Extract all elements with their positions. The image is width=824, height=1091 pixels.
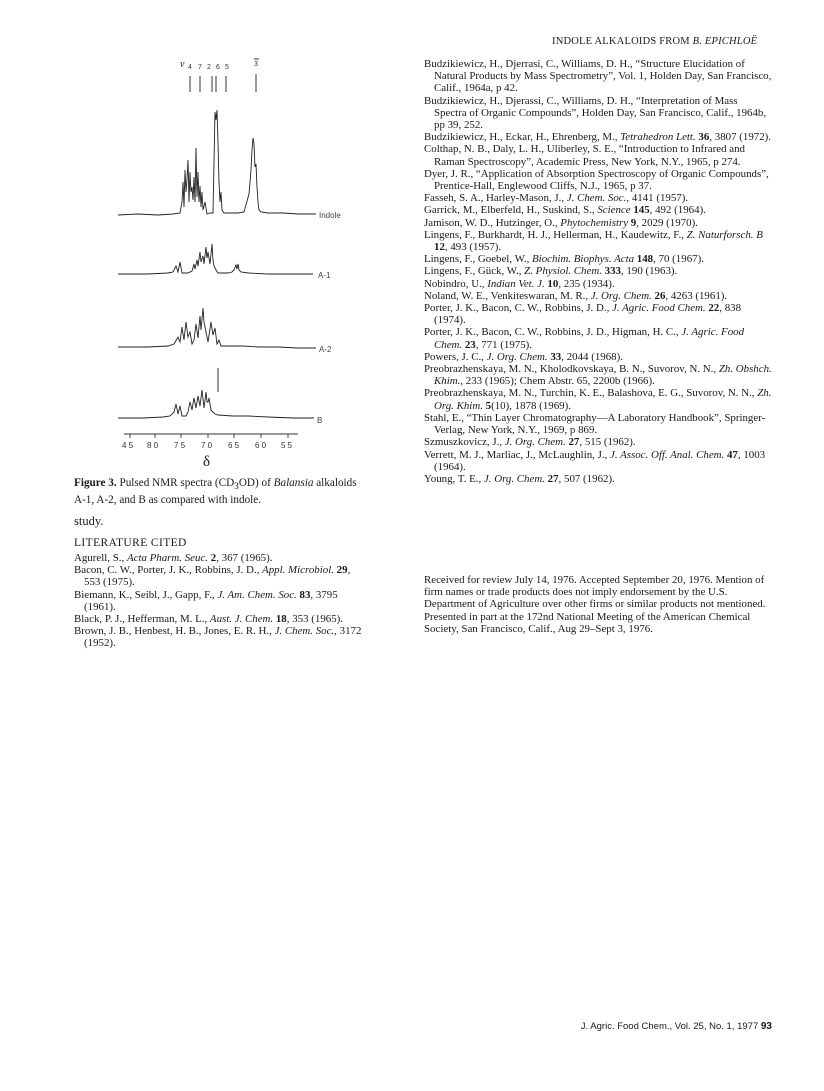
reference-part: , 2029 (1970). [636, 216, 698, 229]
reference-part: J. Agric. Food Chem. [612, 302, 706, 315]
reference-part: , 367 (1965). [216, 552, 273, 564]
reference-part: , 3807 (1972). [709, 131, 772, 144]
caption-italic: Balansia [273, 477, 314, 489]
reference-entry [424, 412, 772, 436]
nmr-spectra [118, 52, 354, 472]
reference-part: 12 [434, 241, 445, 254]
reference-part: 27 [565, 436, 580, 449]
reference-part: Garrick, M., Elberfeld, H., Suskind, S., [424, 204, 598, 217]
proton-label: 7 [198, 64, 202, 71]
reference-part: Preobrazhenskaya, M. N., Kholodkovskaya, B. N., Suvorov, N. N., [424, 363, 719, 376]
reference-entry [424, 387, 772, 411]
reference-part: Appl. Microbiol. [262, 564, 334, 577]
reference-part: , 507 (1962). [558, 472, 615, 485]
reference-part: Fasseh, S. A., Harley-Mason, J., [424, 192, 567, 205]
reference-part: Lingens, F., Burkhardt, H. J., Hellerman, H., Kaudewitz, F., [424, 228, 687, 241]
reference-part: Young, T. E., [424, 472, 484, 485]
reference-part: Porter, J. K., Bacon, C. W., Robbins, J. D., Higman, H. C., [424, 326, 682, 339]
reference-entry [74, 613, 366, 625]
delta-symbol: δ [203, 454, 211, 470]
axis-tick-label: 6 5 [228, 441, 240, 450]
reference-part: J. Org. Chem. [486, 350, 548, 363]
reference-entry [424, 253, 772, 265]
reference-entry [74, 552, 366, 564]
reference-entry [424, 436, 772, 448]
reference-part: Biochim. Biophys. Acta [532, 253, 635, 266]
reference-part: Black, P. J., Hefferman, M. L., [74, 613, 210, 626]
reference-part: , 4263 (1961). [665, 289, 728, 302]
delta-axis [124, 434, 298, 438]
reference-part: 36 [695, 131, 710, 144]
reference-part: Phytochemistry [560, 216, 629, 229]
a1-trace [118, 244, 313, 274]
reference-entry [424, 351, 772, 363]
reference-entry [424, 143, 772, 167]
left-column [74, 514, 366, 650]
reference-part: Z. Physiol. Chem. [524, 265, 602, 278]
reference-part: Z. Naturforsch. B [686, 228, 763, 241]
reference-part: 2 [208, 552, 217, 564]
reference-entry [424, 168, 772, 192]
reference-part: Jamison, W. D., Hutzinger, O., [424, 216, 561, 229]
indole-trace [118, 110, 316, 215]
reference-part: , 1003 (1964). [434, 448, 766, 473]
reference-part: 23 [462, 338, 476, 351]
reference-entry [424, 290, 772, 302]
reference-part: Nobindro, U., [424, 277, 488, 290]
reference-part: Acta Pharm. Seuc. [126, 552, 209, 564]
reference-part: 145 [630, 204, 650, 217]
proton-label: 4 [188, 64, 192, 71]
reference-entry [74, 589, 366, 613]
reference-part: , 838 (1974). [434, 302, 742, 327]
reference-part: Dyer, J. R., “Application of Absorption Spectroscopy of Organic Compounds”, Prentice-Hall, Englewood Cliffs, N.J., 1965, p 37. [424, 167, 769, 193]
footer-citation: J. Agric. Food Chem., Vol. 25, No. 1, 1977 [580, 1021, 761, 1032]
reference-part: Bacon, C. W., Porter, J. K., Robbins, J. D., [74, 564, 263, 577]
reference-part: , 2044 (1968). [561, 350, 623, 363]
axis-tick-label: 4 5 [122, 441, 134, 450]
reference-part: 33 [547, 350, 562, 363]
reference-part: J. Chem. Soc. [274, 625, 335, 638]
axis-tick-label: 7 5 [174, 441, 186, 450]
reference-part: , 233 (1965); Chem Abstr. 65, 2200b (1966). [460, 375, 655, 388]
a2-trace [118, 308, 316, 348]
axis-tick-label: 6 0 [255, 441, 267, 450]
reference-part: 10 [544, 277, 559, 290]
proton-labels [188, 61, 258, 71]
proton-label: 6 [216, 64, 220, 71]
b-trace [118, 390, 314, 418]
running-head-italic: B. EPICHLOË [692, 36, 758, 47]
reference-part: 29 [333, 564, 348, 577]
reference-part: , 70 (1967). [653, 253, 704, 266]
reference-part: Zh. Obshch. Khim. [434, 363, 772, 388]
reference-entry [424, 278, 772, 290]
reference-part: 333 [601, 265, 621, 278]
reference-part: Zh. Org. Khim. [434, 387, 772, 412]
reference-part: , 3172 (1952). [84, 625, 362, 650]
reference-entry [74, 564, 366, 588]
proton-label: 2 [207, 64, 211, 71]
reference-entry [424, 326, 772, 350]
nmr-figure [118, 52, 354, 472]
section-title: LITERATURE CITED [74, 537, 187, 549]
caption-text-2: OD) of [238, 477, 274, 489]
reference-part: Porter, J. K., Bacon, C. W., Robbins, J. D., [424, 302, 613, 315]
axis-tick-label: 5 5 [281, 441, 293, 450]
reference-part: Lingens, F., Gück, W., [424, 265, 525, 278]
reference-part: 18 [273, 613, 287, 626]
reference-part: Indian Vet. J. [487, 277, 545, 290]
reference-part: 9 [628, 216, 637, 229]
reference-part: Powers, J. C., [424, 350, 487, 363]
reference-part: Brown, J. B., Henbest, H. B., Jones, E. R. H., [74, 625, 275, 638]
reference-part: Lingens, F., Goebel, W., [424, 253, 533, 266]
study-text: study. [74, 514, 104, 528]
reference-entry [424, 131, 772, 143]
reference-entry [424, 473, 772, 485]
caption-text-3: alkaloids A-1, A-2, and B as compared with indole. [74, 477, 357, 506]
reference-entry [424, 192, 772, 204]
reference-part: Budzikiewicz, H., Djerassi, C., Williams, D. H., “Interpretation of Mass Spectra of Organic Compounds”, Holden Day, San Francisco, Calif., 1964b, pp 39, 252. [424, 94, 767, 132]
figure-caption [74, 477, 360, 506]
reference-part: Noland, W. E., Venkiteswaran, M. R., [424, 289, 591, 302]
reference-entry [424, 363, 772, 387]
trace-label: A-2 [319, 345, 332, 354]
left-reference-list [74, 552, 366, 650]
nu-symbol: ν [180, 59, 185, 70]
reference-part: 27 [544, 472, 559, 485]
reference-part: , 3795 (1961). [84, 588, 338, 613]
reference-part: Science [597, 204, 631, 217]
reference-part: Biemann, K., Seibl, J., Gapp, F., [74, 588, 218, 601]
caption-sub: 3 [234, 482, 239, 493]
reference-part: , 492 (1964). [649, 204, 706, 217]
reference-part: J. Org. Chem. [590, 289, 652, 302]
reference-part: , 493 (1957). [444, 241, 502, 254]
right-reference-list [424, 58, 772, 485]
received-note: Received for review July 14, 1976. Accepted September 20, 1976. Mention of firm names or trade products does not imply endorsement by the U.S. Department of Agriculture over other firms or similar products not mentioned. Presented in part at the 172nd National Meeting of the American Chemical Society, San Francisco, Calif., Aug 29–Sept 3, 1976. [424, 574, 766, 635]
reference-part: , 4141 (1957). [626, 192, 689, 205]
reference-part: , 353 (1965). [286, 613, 344, 626]
reference-part: 26 [651, 289, 666, 302]
reference-part: J. Am. Chem. Soc. [217, 588, 297, 601]
reference-entry [74, 625, 366, 649]
reference-entry [424, 265, 772, 277]
axis-tick-label: 8 0 [147, 441, 159, 450]
reference-part: Colthap, N. B., Daly, L. H., Uliberley, S. E., “Introduction to Infrared and Raman Spectroscopy”, Academic Press, New York, N.Y., 1965, p 274. [424, 143, 745, 168]
axis-tick-labels [122, 441, 293, 450]
reference-part: Preobrazhenskaya, M. N., Turchin, K. E., Balashova, E. G., Suvorov, N. N., [424, 387, 758, 400]
reference-entry [424, 204, 772, 216]
reference-part: Szmuszkovicz, J., [424, 436, 505, 449]
reference-part: Agurell, S., [74, 552, 127, 564]
caption-label: Figure 3. [74, 477, 117, 489]
reference-entry [424, 302, 772, 326]
reference-part: Tetrahedron Lett. [620, 131, 696, 144]
proton-label: 5 [225, 64, 229, 71]
reference-part: J. Agric. Food Chem. [434, 326, 745, 351]
reference-entry [424, 217, 772, 229]
trace-label: A-1 [318, 271, 331, 280]
reference-entry [424, 229, 772, 253]
reference-part: J. Chem. Soc. [566, 192, 627, 205]
reference-part: Budzikiewicz, H., Djerrasi, C., Williams, D. H., “Structure Elucidation of Natural Products by Mass Spectrometry”, Vol. 1, Holden Day, San Francisco, Calif., 1964a, p 42. [424, 58, 772, 95]
reference-entry [424, 58, 772, 95]
reference-part: J. Org. Chem. [504, 436, 566, 449]
running-head [552, 36, 772, 47]
reference-part: , 771 (1975). [475, 338, 533, 351]
reference-part: Aust. J. Chem. [209, 613, 274, 626]
reference-part: Budzikiewicz, H., Eckar, H., Ehrenberg, M., [424, 131, 621, 144]
trace-label: B [317, 416, 323, 425]
trace-label: Indole [319, 211, 341, 220]
running-head-text: INDOLE ALKALOIDS FROM [552, 36, 693, 47]
proton-label: 3 [254, 61, 258, 68]
caption-text-1: Pulsed NMR spectra (CD [116, 477, 235, 489]
reference-part: (10), 1878 (1969). [491, 399, 571, 412]
reference-part: J. Assoc. Off. Anal. Chem. [610, 448, 725, 461]
reference-part: , 553 (1975). [84, 564, 351, 589]
reference-part: 22 [705, 302, 720, 315]
reference-part: 5 [482, 399, 492, 412]
reference-entry [424, 449, 772, 473]
axis-tick-label: 7 0 [201, 441, 213, 450]
reference-part: Stahl, E., “Thin Layer Chromatography—A Laboratory Handbook”, Springer-Verlag, New York, N.Y., 1969, p 869. [424, 411, 766, 437]
reference-part: , 235 (1934). [558, 277, 615, 290]
reference-part: 47 [724, 448, 738, 461]
right-column [424, 58, 772, 485]
reference-part: Verrett, M. J., Marliac, J., McLaughlin, J., [424, 448, 611, 461]
footer [544, 1021, 772, 1032]
reference-part: , 190 (1963). [620, 265, 678, 278]
reference-entry [424, 95, 772, 132]
reference-part: , 515 (1962). [579, 436, 636, 449]
reference-part: 148 [634, 253, 654, 266]
reference-part: 83 [296, 588, 311, 601]
page-number: 93 [760, 1021, 772, 1032]
reference-part: J. Org. Chem. [483, 472, 545, 485]
